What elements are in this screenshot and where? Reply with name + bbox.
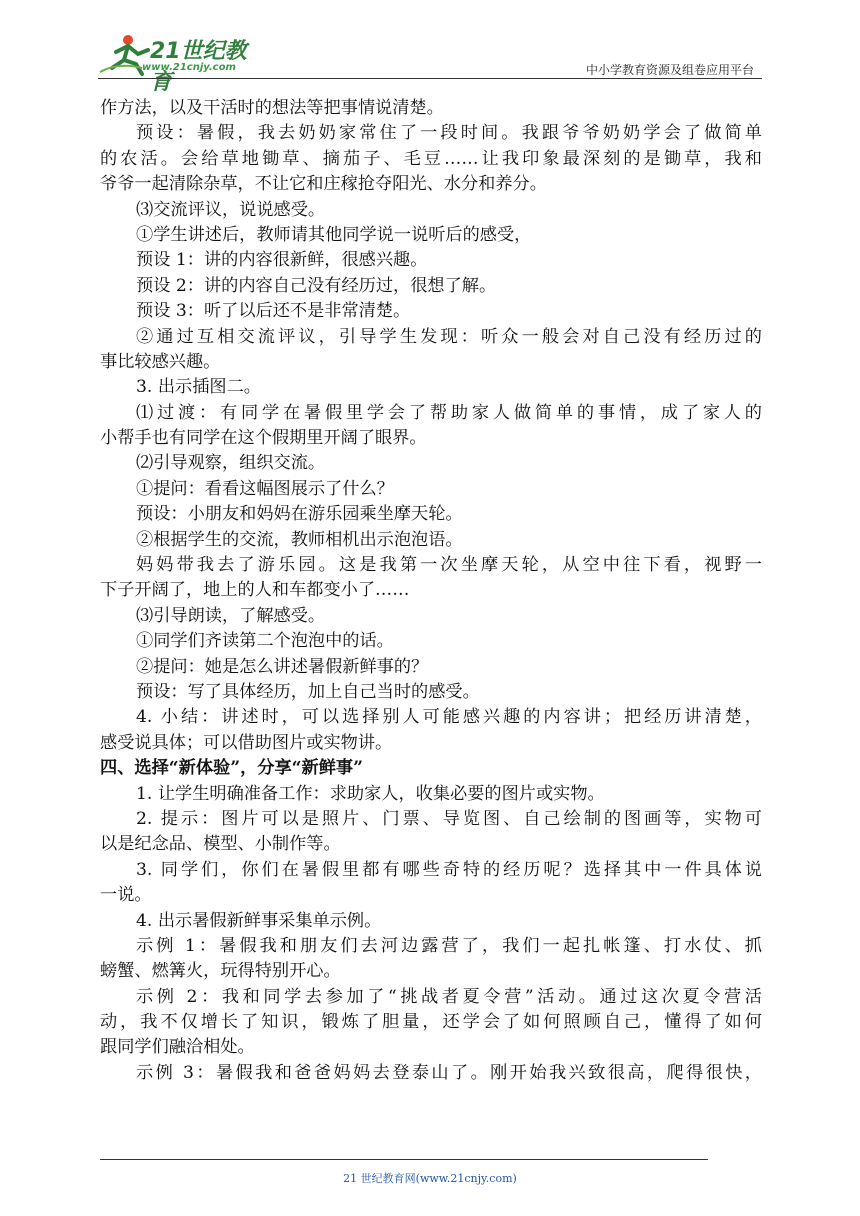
text-line: 3. 出示插图二。 [136,377,261,398]
text-line: 预设：暑假，我去奶奶家常住了一段时间。我跟爷爷奶奶学会了做简单 [136,123,762,144]
text-line: ⑶交流评议，说说感受。 [136,199,326,220]
text-line: 预设：小朋友和妈妈在游乐园乘坐摩天轮。 [136,504,463,525]
text-line: ②根据学生的交流，教师相机出示泡泡语。 [136,529,463,550]
text-line: 感受说具体；可以借助图片或实物讲。 [100,732,393,753]
logo-url-text: www.21cnjy.com [142,62,236,73]
text-line: 小帮手也有同学在这个假期里开阔了眼界。 [100,428,427,449]
text-line: ②提问：她是怎么讲述暑假新鲜事的？ [136,656,429,677]
text-line: 4. 小结：讲述时，可以选择别人可能感兴趣的内容讲；把经历讲清楚， [136,707,762,728]
text-line: 预设 1：讲的内容很新鲜，很感兴趣。 [136,250,428,271]
text-line: 示例 2：我和同学去参加了“挑战者夏令营”活动。通过这次夏令营活 [136,986,762,1007]
text-line: 作方法，以及干活时的想法等把事情说清楚。 [100,98,444,118]
text-line: ⑶引导朗读，了解感受。 [136,605,326,626]
text-line: 示例 3：暑假我和爸爸妈妈去登泰山了。刚开始我兴致很高，爬得很快， [136,1062,762,1083]
text-line: 2. 提示：图片可以是照片、门票、导览图、自己绘制的图画等，实物可 [136,808,762,829]
document-body [100,96,762,1086]
text-line: ②通过互相交流评议，引导学生发现：听众一般会对自己没有经历过的 [136,326,762,347]
text-line: 3. 同学们，你们在暑假里都有哪些奇特的经历呢？选择其中一件具体说 [136,859,762,880]
page-header [98,30,762,95]
text-line: 预设 2：讲的内容自己没有经历过，很想了解。 [136,275,497,296]
footer-text[interactable]: 21 世纪教育网(www.21cnjy.com) [343,1172,517,1185]
text-line: 4. 出示暑假新鲜事采集单示例。 [136,910,382,931]
header-divider [98,78,762,79]
text-line: 以是纪念品、模型、小制作等。 [100,834,341,855]
text-line: 下子开阔了，地上的人和车都变小了…… [100,580,410,601]
platform-title: 中小学教育资源及组卷应用平台 [585,63,754,77]
text-line: 妈妈带我去了游乐园。这是我第一次坐摩天轮，从空中往下看，视野一 [136,555,762,576]
text-line: 跟同学们融洽相处。 [100,1037,255,1058]
text-line: 动，我不仅增长了知识，锻炼了胆量，还学会了如何照顾自己，懂得了如何 [100,1012,762,1033]
text-line: ⑵引导观察，组织交流。 [136,453,326,474]
text-line: ①同学们齐读第二个泡泡中的话。 [136,631,394,652]
footer-divider [100,1159,708,1160]
text-line: 爷爷一起清除杂草，不让它和庄稼抢夺阳光、水分和养分。 [100,174,547,195]
text-line: ①提问：看看这幅图展示了什么？ [136,478,394,499]
text-line: 示例 1：暑假我和朋友们去河边露营了，我们一起扎帐篷、打水仗、抓 [136,935,762,956]
text-line: ⑴过渡：有同学在暑假里学会了帮助家人做简单的事情，成了家人的 [136,402,762,423]
text-line: 预设 3：听了以后还不是非常清楚。 [136,301,411,322]
text-line: 预设：写了具体经历，加上自己当时的感受。 [136,681,480,702]
text-line: 的农活。会给草地锄草、摘茄子、毛豆……让我印象最深刻的是锄草，我和 [100,148,762,169]
text-line: 1. 让学生明确准备工作：求助家人，收集必要的图片或实物。 [136,783,605,804]
text-line: ①学生讲述后，教师请其他同学说一说听后的感受， [136,224,532,245]
text-line: 一说。 [100,885,152,906]
logo-brand-text: 21世纪教育 [150,39,247,95]
text-line: 事比较感兴趣。 [100,351,221,372]
text-line: 螃蟹、燃篝火，玩得特别开心。 [100,961,341,982]
section-heading: 四、选择“新体验”，分享“新鲜事” [100,758,363,779]
site-logo[interactable] [98,32,268,95]
